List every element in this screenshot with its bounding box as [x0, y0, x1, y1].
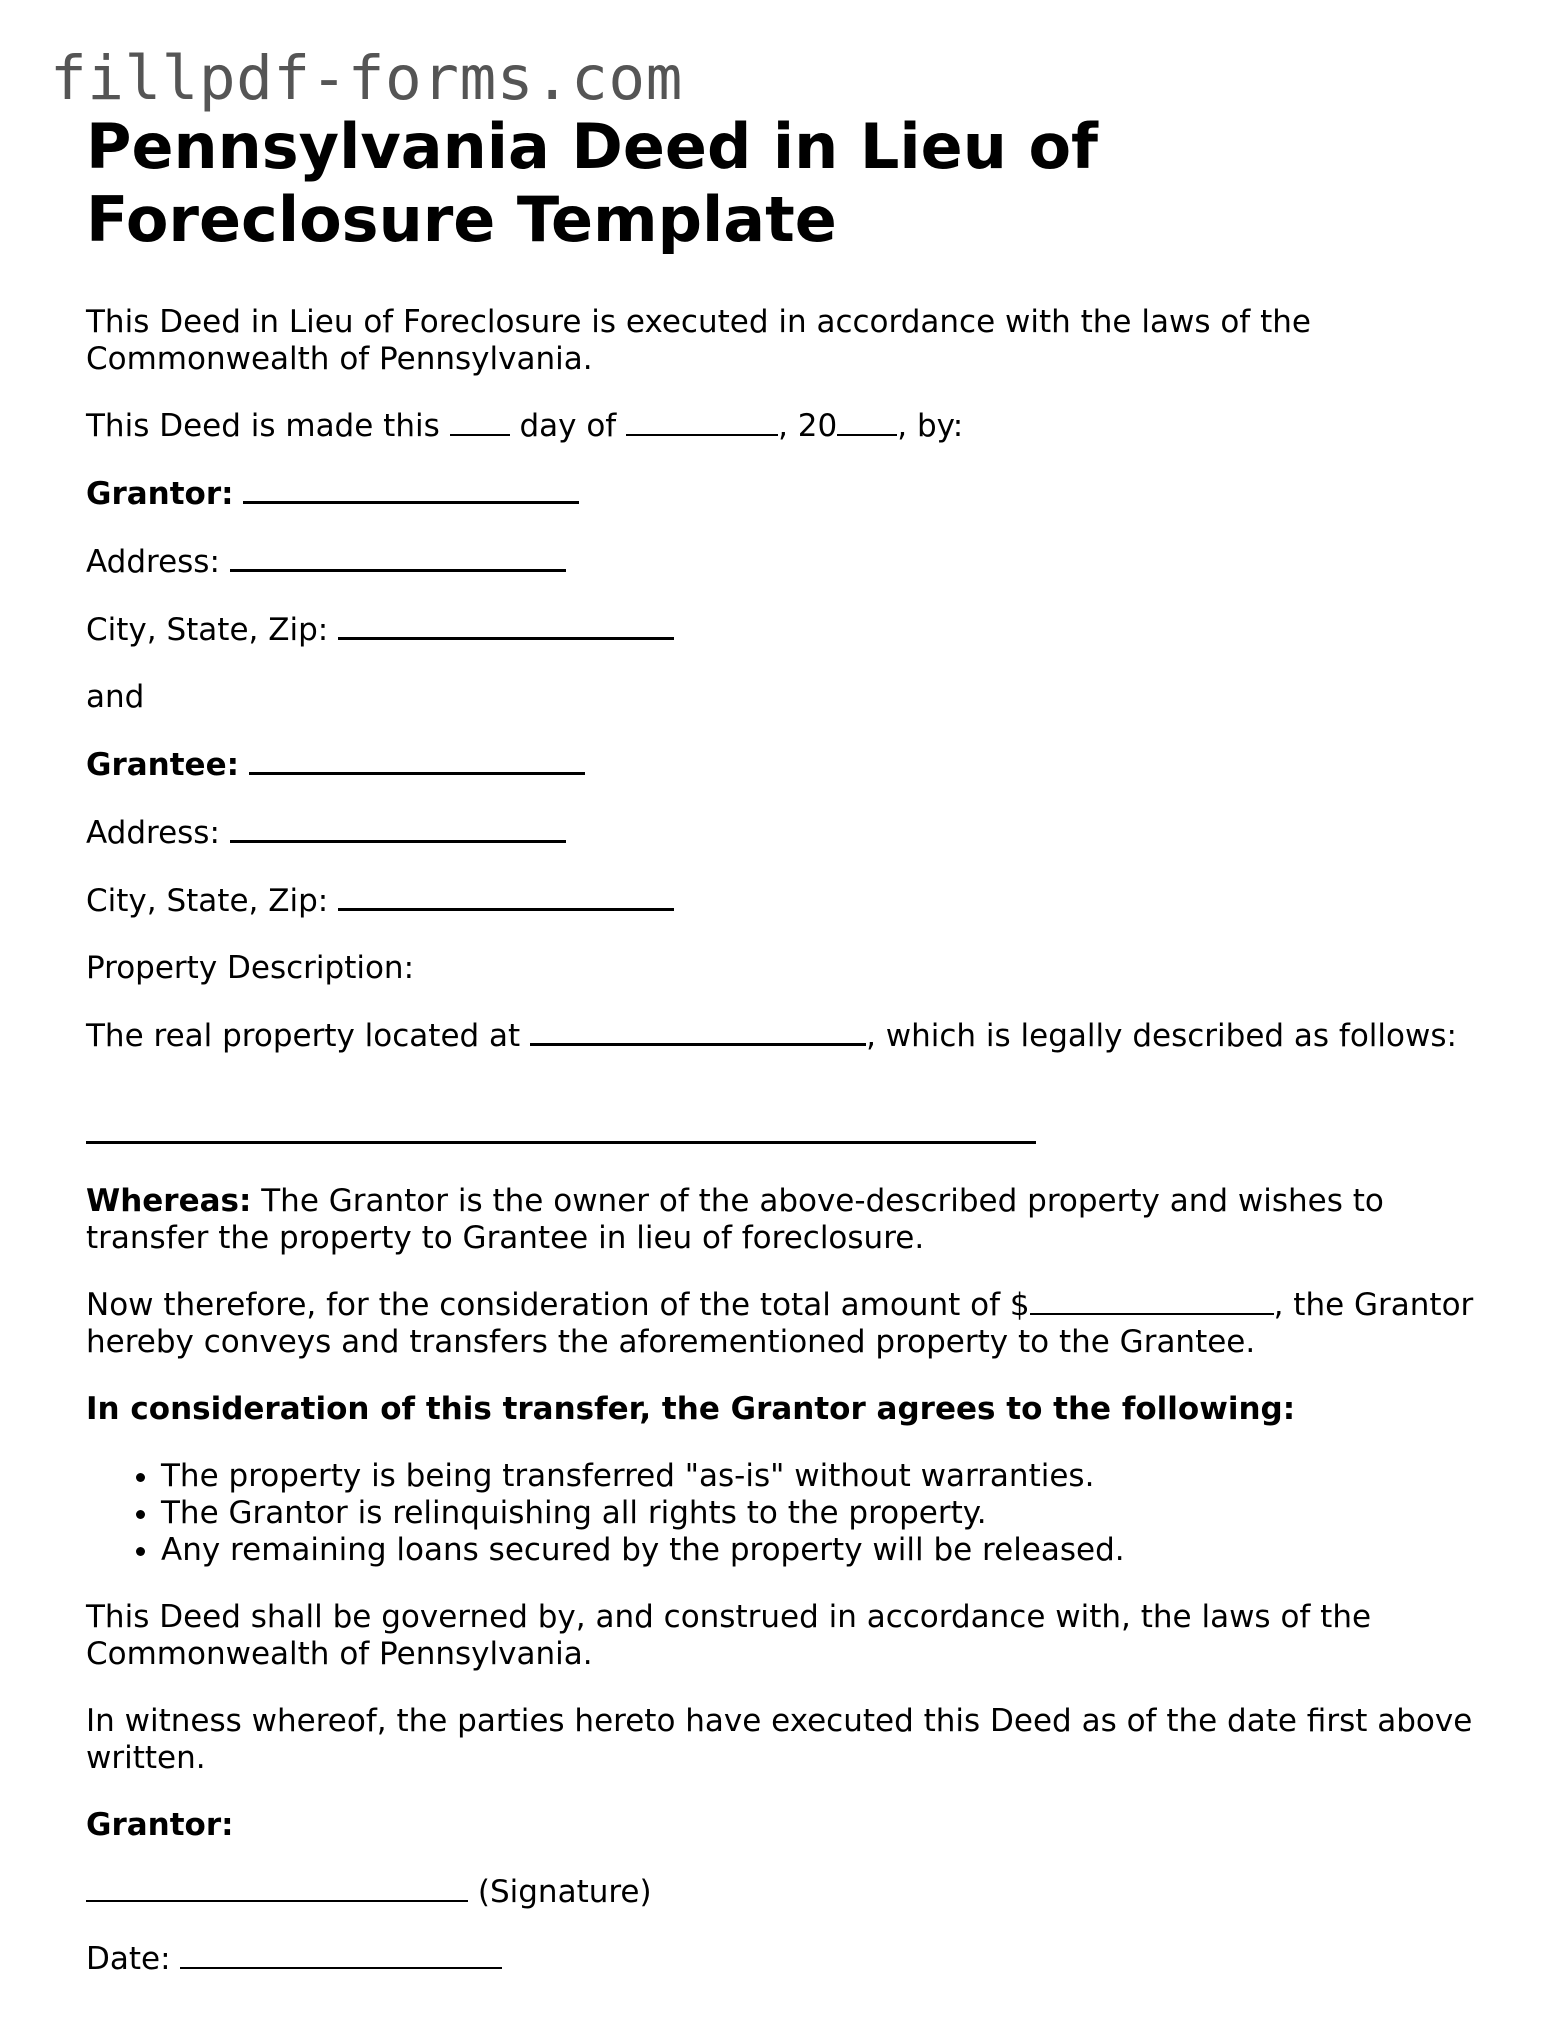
month-field[interactable] — [626, 408, 778, 436]
signature-field[interactable] — [86, 1874, 468, 1902]
signature-grantor-label: Grantor: — [86, 1807, 234, 1843]
consideration-prefix: Now therefore, for the consideration of the total amount of $ — [86, 1287, 1030, 1323]
consideration-suffix: , the Grantor hereby conveys and transfers the aforementioned property to the Grantee. — [86, 1287, 1474, 1360]
grantor-city-line — [86, 611, 1486, 649]
date-line-prefix: This Deed is made this — [86, 408, 440, 444]
agreement-list — [86, 1458, 1486, 1569]
grantor-address-label: Address: — [86, 544, 220, 580]
grantee-name-field[interactable] — [249, 746, 585, 775]
property-location-field[interactable] — [530, 1017, 866, 1046]
grantee-city-line — [86, 882, 1486, 920]
signature-date-field[interactable] — [180, 1941, 502, 1969]
property-location-line — [86, 1017, 1486, 1055]
signature-suffix: (Signature) — [477, 1874, 652, 1910]
document-page — [86, 110, 1486, 1978]
date-line-year-prefix: , 20 — [778, 408, 838, 444]
grantor-address-line — [86, 543, 1486, 581]
property-line-suffix: , which is legally described as follows: — [866, 1018, 1457, 1054]
grantee-address-line — [86, 814, 1486, 852]
grantee-line — [86, 746, 1486, 784]
whereas-label: Whereas: — [86, 1183, 252, 1219]
consideration-paragraph — [86, 1287, 1486, 1361]
witness-paragraph: In witness whereof, the parties hereto have executed this Deed as of the date first above written. — [86, 1703, 1473, 1776]
amount-field[interactable] — [1030, 1287, 1274, 1315]
grantee-address-field[interactable] — [230, 814, 566, 843]
intro-paragraph: This Deed in Lieu of Foreclosure is executed in accordance with the laws of the Commonwealth of Pennsylvania. — [86, 304, 1311, 377]
signature-date-label: Date: — [86, 1941, 171, 1977]
signature-line — [86, 1874, 1486, 1911]
grantor-city-label: City, State, Zip: — [86, 612, 329, 648]
grantor-address-field[interactable] — [230, 543, 566, 572]
date-line-day-of: day of — [519, 408, 617, 444]
watermark: fillpdf-forms.com — [50, 43, 683, 114]
list-item: • The property is being transferred "as-is" without warranties. — [161, 1458, 1486, 1495]
date-line — [86, 408, 1486, 445]
page-title: Pennsylvania Deed in Lieu of Foreclosure Template — [86, 110, 1099, 256]
grantor-city-field[interactable] — [338, 611, 674, 640]
whereas-text: The Grantor is the owner of the above-described property and wishes to transfer the property to Grantee in lieu of foreclosure. — [86, 1183, 1384, 1256]
grantor-line — [86, 475, 1486, 513]
list-item: • The Grantor is relinquishing all rights to the property. — [161, 1495, 1486, 1532]
grantee-label: Grantee: — [86, 747, 239, 783]
grantee-city-label: City, State, Zip: — [86, 883, 329, 919]
grantor-label: Grantor: — [86, 476, 234, 512]
signature-date-line — [86, 1941, 1486, 1978]
grantee-city-field[interactable] — [338, 882, 674, 911]
and-text: and — [86, 679, 145, 715]
whereas-paragraph — [86, 1183, 1486, 1257]
property-description-label: Property Description: — [86, 950, 415, 986]
legal-description-line — [86, 1115, 1486, 1153]
governing-law-paragraph: This Deed shall be governed by, and construed in accordance with, the laws of the Commonwealth of Pennsylvania. — [86, 1599, 1372, 1672]
date-line-suffix: , by: — [897, 408, 964, 444]
property-line-prefix: The real property located at — [86, 1018, 521, 1054]
list-item: • Any remaining loans secured by the property will be released. — [161, 1532, 1486, 1569]
grantor-name-field[interactable] — [243, 475, 579, 504]
legal-description-field[interactable] — [86, 1115, 1036, 1144]
grantee-address-label: Address: — [86, 815, 220, 851]
agreement-heading: In consideration of this transfer, the Grantor agrees to the following: — [86, 1391, 1296, 1427]
day-field[interactable] — [450, 408, 510, 436]
year-field[interactable] — [837, 408, 897, 436]
